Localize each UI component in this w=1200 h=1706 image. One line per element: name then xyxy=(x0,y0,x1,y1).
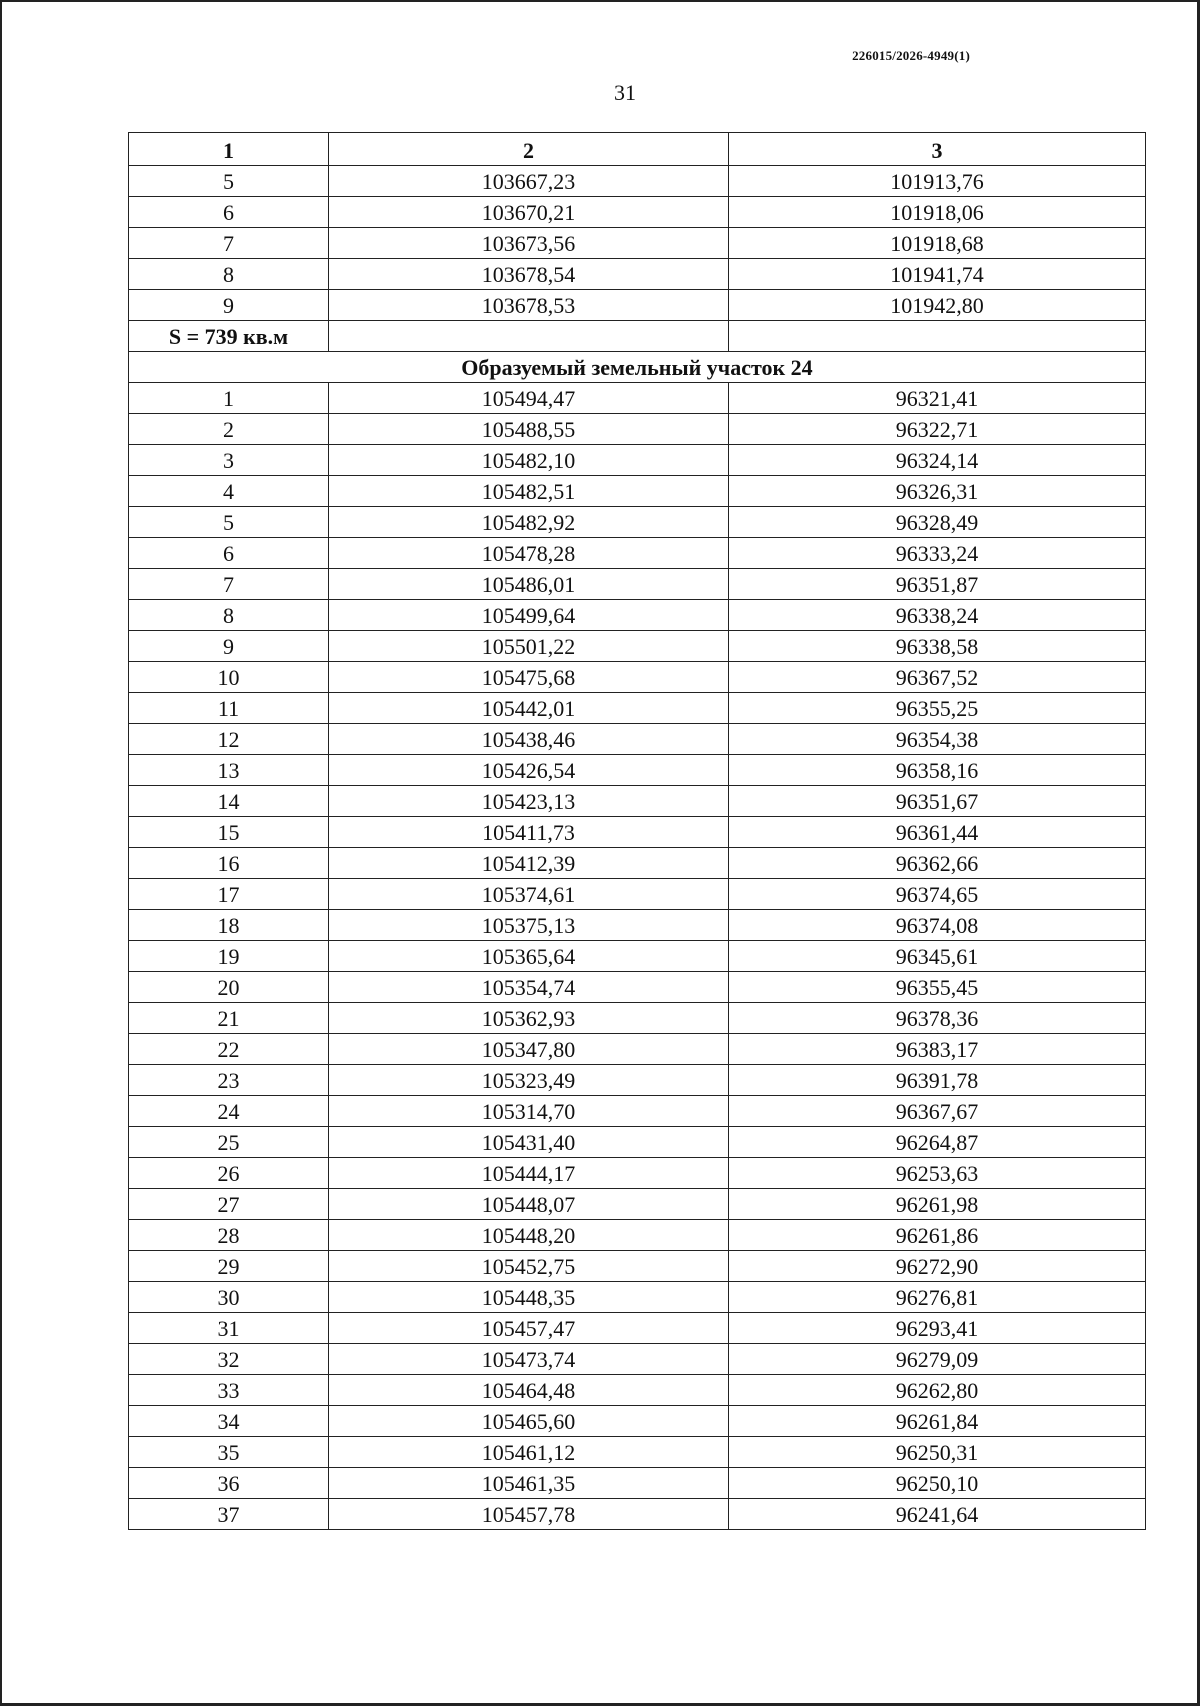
table-row xyxy=(129,166,1146,197)
cell-y-coordinate: 96333,24 xyxy=(729,538,1146,569)
area-row xyxy=(129,321,1146,352)
table-row xyxy=(129,972,1146,1003)
cell-point-number: 18 xyxy=(129,910,329,941)
cell-x-coordinate: 105374,61 xyxy=(329,879,729,910)
cell-y-coordinate: 96261,86 xyxy=(729,1220,1146,1251)
cell-x-coordinate: 105482,51 xyxy=(329,476,729,507)
cell-y-coordinate: 96276,81 xyxy=(729,1282,1146,1313)
table-row xyxy=(129,1189,1146,1220)
table-row xyxy=(129,879,1146,910)
cell-y-coordinate: 96367,52 xyxy=(729,662,1146,693)
cell-point-number: 10 xyxy=(129,662,329,693)
cell-x-coordinate: 105448,20 xyxy=(329,1220,729,1251)
cell-y-coordinate: 96345,61 xyxy=(729,941,1146,972)
cell-y-coordinate: 96262,80 xyxy=(729,1375,1146,1406)
table-row xyxy=(129,1437,1146,1468)
empty-cell xyxy=(729,321,1146,352)
cell-x-coordinate: 105501,22 xyxy=(329,631,729,662)
section-title-row xyxy=(129,352,1146,383)
cell-point-number: 24 xyxy=(129,1096,329,1127)
cell-point-number: 5 xyxy=(129,507,329,538)
cell-x-coordinate: 105438,46 xyxy=(329,724,729,755)
cell-y-coordinate: 101918,68 xyxy=(729,228,1146,259)
cell-point-number: 32 xyxy=(129,1344,329,1375)
cell-x-coordinate: 105486,01 xyxy=(329,569,729,600)
cell-x-coordinate: 105478,28 xyxy=(329,538,729,569)
cell-x-coordinate: 105499,64 xyxy=(329,600,729,631)
cell-point-number: 16 xyxy=(129,848,329,879)
header-cell-x: 2 xyxy=(329,133,729,166)
cell-point-number: 6 xyxy=(129,197,329,228)
table-row xyxy=(129,414,1146,445)
cell-x-coordinate: 105475,68 xyxy=(329,662,729,693)
cell-y-coordinate: 96293,41 xyxy=(729,1313,1146,1344)
table-row xyxy=(129,507,1146,538)
cell-point-number: 17 xyxy=(129,879,329,910)
cell-x-coordinate: 105423,13 xyxy=(329,786,729,817)
section-title: Образуемый земельный участок 24 xyxy=(129,352,1146,383)
cell-point-number: 27 xyxy=(129,1189,329,1220)
table-row xyxy=(129,1034,1146,1065)
cell-x-coordinate: 105448,35 xyxy=(329,1282,729,1313)
cell-point-number: 21 xyxy=(129,1003,329,1034)
cell-x-coordinate: 103678,54 xyxy=(329,259,729,290)
cell-y-coordinate: 101942,80 xyxy=(729,290,1146,321)
cell-x-coordinate: 105323,49 xyxy=(329,1065,729,1096)
cell-point-number: 31 xyxy=(129,1313,329,1344)
table-row xyxy=(129,910,1146,941)
cell-point-number: 28 xyxy=(129,1220,329,1251)
cell-point-number: 20 xyxy=(129,972,329,1003)
cell-point-number: 8 xyxy=(129,259,329,290)
cell-point-number: 22 xyxy=(129,1034,329,1065)
cell-point-number: 7 xyxy=(129,569,329,600)
coordinates-table xyxy=(128,132,1146,1530)
cell-point-number: 1 xyxy=(129,383,329,414)
cell-y-coordinate: 96321,41 xyxy=(729,383,1146,414)
cell-x-coordinate: 103673,56 xyxy=(329,228,729,259)
cell-x-coordinate: 103678,53 xyxy=(329,290,729,321)
cell-point-number: 2 xyxy=(129,414,329,445)
cell-y-coordinate: 96383,17 xyxy=(729,1034,1146,1065)
table-row xyxy=(129,693,1146,724)
cell-x-coordinate: 105482,10 xyxy=(329,445,729,476)
cell-y-coordinate: 96328,49 xyxy=(729,507,1146,538)
cell-point-number: 13 xyxy=(129,755,329,786)
cell-x-coordinate: 105411,73 xyxy=(329,817,729,848)
table-row xyxy=(129,290,1146,321)
cell-point-number: 11 xyxy=(129,693,329,724)
cell-y-coordinate: 96322,71 xyxy=(729,414,1146,445)
cell-x-coordinate: 105365,64 xyxy=(329,941,729,972)
table-row xyxy=(129,569,1146,600)
cell-x-coordinate: 105488,55 xyxy=(329,414,729,445)
cell-x-coordinate: 105362,93 xyxy=(329,1003,729,1034)
cell-x-coordinate: 105473,74 xyxy=(329,1344,729,1375)
cell-point-number: 7 xyxy=(129,228,329,259)
table-row xyxy=(129,259,1146,290)
cell-point-number: 6 xyxy=(129,538,329,569)
table-row xyxy=(129,476,1146,507)
cell-y-coordinate: 96367,67 xyxy=(729,1096,1146,1127)
cell-point-number: 30 xyxy=(129,1282,329,1313)
cell-y-coordinate: 96250,10 xyxy=(729,1468,1146,1499)
cell-x-coordinate: 105431,40 xyxy=(329,1127,729,1158)
cell-y-coordinate: 96351,87 xyxy=(729,569,1146,600)
cell-y-coordinate: 96358,16 xyxy=(729,755,1146,786)
table-row xyxy=(129,1499,1146,1530)
cell-y-coordinate: 96378,36 xyxy=(729,1003,1146,1034)
table-row xyxy=(129,383,1146,414)
cell-x-coordinate: 105452,75 xyxy=(329,1251,729,1282)
table-row xyxy=(129,1127,1146,1158)
cell-point-number: 26 xyxy=(129,1158,329,1189)
table-row xyxy=(129,786,1146,817)
table-row xyxy=(129,600,1146,631)
cell-y-coordinate: 96253,63 xyxy=(729,1158,1146,1189)
cell-x-coordinate: 105464,48 xyxy=(329,1375,729,1406)
cell-point-number: 9 xyxy=(129,631,329,662)
table-row xyxy=(129,538,1146,569)
cell-y-coordinate: 96261,98 xyxy=(729,1189,1146,1220)
document-reference: 226015/2026-4949(1) xyxy=(852,48,970,63)
cell-x-coordinate: 105465,60 xyxy=(329,1406,729,1437)
cell-point-number: 9 xyxy=(129,290,329,321)
cell-x-coordinate: 105412,39 xyxy=(329,848,729,879)
table-row xyxy=(129,1251,1146,1282)
cell-point-number: 29 xyxy=(129,1251,329,1282)
cell-point-number: 5 xyxy=(129,166,329,197)
cell-x-coordinate: 105426,54 xyxy=(329,755,729,786)
cell-x-coordinate: 105444,17 xyxy=(329,1158,729,1189)
table-row xyxy=(129,1158,1146,1189)
table-row xyxy=(129,755,1146,786)
cell-x-coordinate: 105314,70 xyxy=(329,1096,729,1127)
cell-x-coordinate: 105442,01 xyxy=(329,693,729,724)
table-row xyxy=(129,1406,1146,1437)
cell-x-coordinate: 105457,47 xyxy=(329,1313,729,1344)
cell-point-number: 25 xyxy=(129,1127,329,1158)
cell-x-coordinate: 103667,23 xyxy=(329,166,729,197)
table-row xyxy=(129,1282,1146,1313)
table-header-row xyxy=(129,133,1146,166)
cell-y-coordinate: 101918,06 xyxy=(729,197,1146,228)
cell-y-coordinate: 96374,65 xyxy=(729,879,1146,910)
cell-x-coordinate: 105494,47 xyxy=(329,383,729,414)
cell-y-coordinate: 96361,44 xyxy=(729,817,1146,848)
cell-y-coordinate: 96391,78 xyxy=(729,1065,1146,1096)
cell-y-coordinate: 96362,66 xyxy=(729,848,1146,879)
table-row xyxy=(129,631,1146,662)
cell-point-number: 12 xyxy=(129,724,329,755)
cell-x-coordinate: 103670,21 xyxy=(329,197,729,228)
cell-y-coordinate: 96374,08 xyxy=(729,910,1146,941)
cell-y-coordinate: 96264,87 xyxy=(729,1127,1146,1158)
cell-point-number: 3 xyxy=(129,445,329,476)
table-row xyxy=(129,724,1146,755)
cell-y-coordinate: 96351,67 xyxy=(729,786,1146,817)
table-row xyxy=(129,1344,1146,1375)
table-row xyxy=(129,197,1146,228)
table-row xyxy=(129,1003,1146,1034)
table-row xyxy=(129,1313,1146,1344)
cell-x-coordinate: 105461,35 xyxy=(329,1468,729,1499)
coordinates-table-body xyxy=(129,133,1146,1530)
cell-y-coordinate: 96324,14 xyxy=(729,445,1146,476)
header-cell-y: 3 xyxy=(729,133,1146,166)
page-number: 31 xyxy=(614,80,636,105)
cell-y-coordinate: 96261,84 xyxy=(729,1406,1146,1437)
cell-y-coordinate: 96355,45 xyxy=(729,972,1146,1003)
cell-point-number: 34 xyxy=(129,1406,329,1437)
table-row xyxy=(129,1065,1146,1096)
cell-y-coordinate: 96338,24 xyxy=(729,600,1146,631)
cell-x-coordinate: 105457,78 xyxy=(329,1499,729,1530)
cell-point-number: 23 xyxy=(129,1065,329,1096)
cell-point-number: 8 xyxy=(129,600,329,631)
table-row xyxy=(129,1375,1146,1406)
cell-point-number: 14 xyxy=(129,786,329,817)
cell-point-number: 37 xyxy=(129,1499,329,1530)
table-row xyxy=(129,662,1146,693)
table-row xyxy=(129,445,1146,476)
cell-y-coordinate: 101913,76 xyxy=(729,166,1146,197)
cell-point-number: 15 xyxy=(129,817,329,848)
cell-y-coordinate: 96326,31 xyxy=(729,476,1146,507)
cell-y-coordinate: 96354,38 xyxy=(729,724,1146,755)
table-row xyxy=(129,1468,1146,1499)
cell-point-number: 19 xyxy=(129,941,329,972)
cell-x-coordinate: 105448,07 xyxy=(329,1189,729,1220)
cell-x-coordinate: 105461,12 xyxy=(329,1437,729,1468)
cell-x-coordinate: 105354,74 xyxy=(329,972,729,1003)
header-cell-point: 1 xyxy=(129,133,329,166)
table-row xyxy=(129,228,1146,259)
cell-x-coordinate: 105347,80 xyxy=(329,1034,729,1065)
cell-y-coordinate: 96355,25 xyxy=(729,693,1146,724)
empty-cell xyxy=(329,321,729,352)
cell-y-coordinate: 96272,90 xyxy=(729,1251,1146,1282)
cell-y-coordinate: 96338,58 xyxy=(729,631,1146,662)
cell-point-number: 36 xyxy=(129,1468,329,1499)
cell-point-number: 33 xyxy=(129,1375,329,1406)
cell-point-number: 35 xyxy=(129,1437,329,1468)
cell-point-number: 4 xyxy=(129,476,329,507)
table-row xyxy=(129,1096,1146,1127)
cell-y-coordinate: 96241,64 xyxy=(729,1499,1146,1530)
cell-x-coordinate: 105482,92 xyxy=(329,507,729,538)
cell-y-coordinate: 101941,74 xyxy=(729,259,1146,290)
area-label: S = 739 кв.м xyxy=(129,321,329,352)
cell-y-coordinate: 96250,31 xyxy=(729,1437,1146,1468)
cell-x-coordinate: 105375,13 xyxy=(329,910,729,941)
table-row xyxy=(129,848,1146,879)
table-row xyxy=(129,941,1146,972)
table-row xyxy=(129,817,1146,848)
table-row xyxy=(129,1220,1146,1251)
cell-y-coordinate: 96279,09 xyxy=(729,1344,1146,1375)
